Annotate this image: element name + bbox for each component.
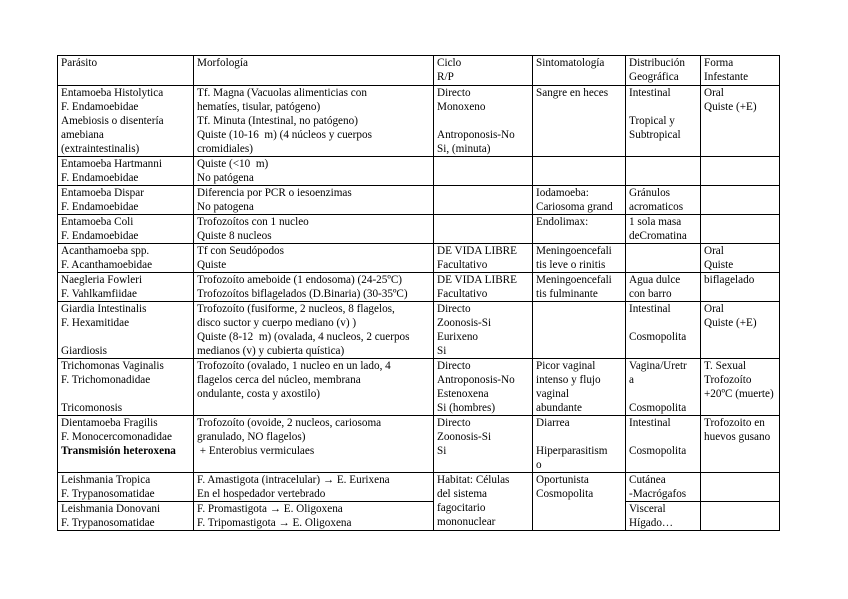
cell-parasito: Entamoeba Dispar F. Endamoebidae	[58, 186, 194, 215]
table-row	[58, 86, 780, 157]
header-distribucion: Distribución Geográfica	[626, 56, 701, 86]
cell-forma	[701, 157, 780, 186]
cell-parasito: Naegleria Fowleri F. Vahlkamfiidae	[58, 273, 194, 302]
cell-distribucion: Intestinal Cosmopolita	[626, 302, 701, 359]
cell-parasito: Entamoeba Histolytica F. Endamoebidae Amebiosis o disentería amebiana (extraintestinalis)	[58, 86, 194, 157]
cell-morfologia: Quiste (<10 m) No patógena	[194, 157, 434, 186]
cell-sintomatologia: Picor vaginal intenso y flujo vaginal abundante	[533, 359, 626, 416]
cell-distribucion	[626, 157, 701, 186]
cell-ciclo: Directo Zoonosis-Si Eurixeno Si	[434, 302, 533, 359]
cell-forma: Oral Quiste	[701, 244, 780, 273]
cell-parasito: Entamoeba Hartmanni F. Endamoebidae	[58, 157, 194, 186]
table-row	[58, 473, 780, 502]
cell-distribucion: Intestinal Cosmopolita	[626, 416, 701, 473]
table-row	[58, 157, 780, 186]
cell-forma: Trofozoito en huevos gusano	[701, 416, 780, 473]
cell-forma: Oral Quiste (+E)	[701, 302, 780, 359]
parasite-table	[57, 55, 780, 531]
header-morfologia: Morfología	[194, 56, 434, 86]
cell-morfologia: Tf. Magna (Vacuolas alimenticias con hematíes, tisular, patógeno) Tf. Minuta (Intestinal, no patógeno) Quiste (10-16 m) (4 núcleos y cuerpos cromidiales)	[194, 86, 434, 157]
cell-sintomatologia: Diarrea Hiperparasitism o	[533, 416, 626, 473]
cell-morfologia: Diferencia por PCR o iesoenzimas No patogena	[194, 186, 434, 215]
cell-ciclo	[434, 215, 533, 244]
cell-distribucion: Agua dulce con barro	[626, 273, 701, 302]
cell-sintomatologia: Meningoencefali tis leve o rinitis	[533, 244, 626, 273]
cell-forma	[701, 502, 780, 531]
cell-parasito: Trichomonas Vaginalis F. Trichomonadidae Tricomonosis	[58, 359, 194, 416]
cell-sintomatologia	[533, 302, 626, 359]
cell-morfologia: Trofozoíto (fusiforme, 2 nucleos, 8 flagelos, disco suctor y cuerpo mediano (v) ) Quiste (8-12 m) (ovalada, 4 nucleos, 2 cuerpos medianos (v) y cubierta quística)	[194, 302, 434, 359]
cell-morfologia: Tf con Seudópodos Quiste	[194, 244, 434, 273]
header-ciclo: Ciclo R/P	[434, 56, 533, 86]
cell-distribucion: Visceral Hígado…	[626, 502, 701, 531]
cell-distribucion: Gránulos acromaticos	[626, 186, 701, 215]
cell-parasito: Acanthamoeba spp. F. Acanthamoebidae	[58, 244, 194, 273]
cell-distribucion: Cutánea -Macrógafos	[626, 473, 701, 502]
cell-morfologia: F. Promastigota → E. Oligoxena F. Tripomastigota → E. Oligoxena	[194, 502, 434, 531]
cell-forma	[701, 473, 780, 502]
cell-distribucion	[626, 244, 701, 273]
cell-parasito: Leishmania Donovani F. Trypanosomatidae	[58, 502, 194, 531]
cell-ciclo: Directo Zoonosis-Si Si	[434, 416, 533, 473]
cell-distribucion: Intestinal Tropical y Subtropical	[626, 86, 701, 157]
cell-forma: Oral Quiste (+E)	[701, 86, 780, 157]
table-row	[58, 273, 780, 302]
table-row	[58, 302, 780, 359]
cell-parasito: Entamoeba Coli F. Endamoebidae	[58, 215, 194, 244]
parasito-name: Dientamoeba Fragilis F. Monocercomonadidae	[61, 417, 172, 443]
table-row	[58, 416, 780, 473]
cell-distribucion: 1 sola masa deCromatina	[626, 215, 701, 244]
cell-sintomatologia: Endolimax:	[533, 215, 626, 244]
table-header-row	[58, 56, 780, 86]
cell-parasito: Leishmania Tropica F. Trypanosomatidae	[58, 473, 194, 502]
cell-forma: biflagelado	[701, 273, 780, 302]
cell-sintomatologia: Meningoencefali tis fulminante	[533, 273, 626, 302]
header-forma: Forma Infestante	[701, 56, 780, 86]
header-parasito: Parásito	[58, 56, 194, 86]
cell-sintomatologia: Oportunista Cosmopolita	[533, 473, 626, 531]
cell-parasito	[58, 416, 194, 473]
header-sintomatologia: Sintomatología	[533, 56, 626, 86]
cell-ciclo: DE VIDA LIBRE Facultativo	[434, 244, 533, 273]
cell-ciclo	[434, 186, 533, 215]
cell-forma	[701, 186, 780, 215]
cell-ciclo: Habitat: Células del sistema fagocitario mononuclear	[434, 473, 533, 531]
table-row	[58, 502, 780, 531]
cell-morfologia: Trofozoítos con 1 nucleo Quiste 8 nucleos	[194, 215, 434, 244]
cell-morfologia: Trofozoíto (ovalado, 1 nucleo en un lado, 4 flagelos cerca del núcleo, membrana ondulante, costa y axostilo)	[194, 359, 434, 416]
cell-sintomatologia	[533, 157, 626, 186]
cell-parasito: Giardia Intestinalis F. Hexamitidae Giardiosis	[58, 302, 194, 359]
transmission-note: Transmisión heteroxena	[61, 445, 176, 457]
cell-morfologia: F. Amastigota (intracelular) → E. Eurixena En el hospedador vertebrado	[194, 473, 434, 502]
cell-ciclo: Directo Monoxeno Antroponosis-No Si, (minuta)	[434, 86, 533, 157]
cell-sintomatologia: Iodamoeba: Cariosoma grand	[533, 186, 626, 215]
table-row	[58, 186, 780, 215]
cell-morfologia: Trofozoíto (ovoide, 2 nucleos, cariosoma granulado, NO flagelos) + Enterobius vermiculaes	[194, 416, 434, 473]
table-row	[58, 244, 780, 273]
cell-forma	[701, 215, 780, 244]
table-row	[58, 359, 780, 416]
cell-ciclo: Directo Antroponosis-No Estenoxena Si (hombres)	[434, 359, 533, 416]
cell-ciclo	[434, 157, 533, 186]
cell-distribucion: Vagina/Uretr a Cosmopolita	[626, 359, 701, 416]
cell-ciclo: DE VIDA LIBRE Facultativo	[434, 273, 533, 302]
cell-sintomatologia: Sangre en heces	[533, 86, 626, 157]
cell-forma: T. Sexual Trofozoíto +20ºC (muerte)	[701, 359, 780, 416]
table-row	[58, 215, 780, 244]
cell-morfologia: Trofozoíto ameboide (1 endosoma) (24-25ºC) Trofozoítos biflagelados (D.Binaria) (30-35ºC)	[194, 273, 434, 302]
